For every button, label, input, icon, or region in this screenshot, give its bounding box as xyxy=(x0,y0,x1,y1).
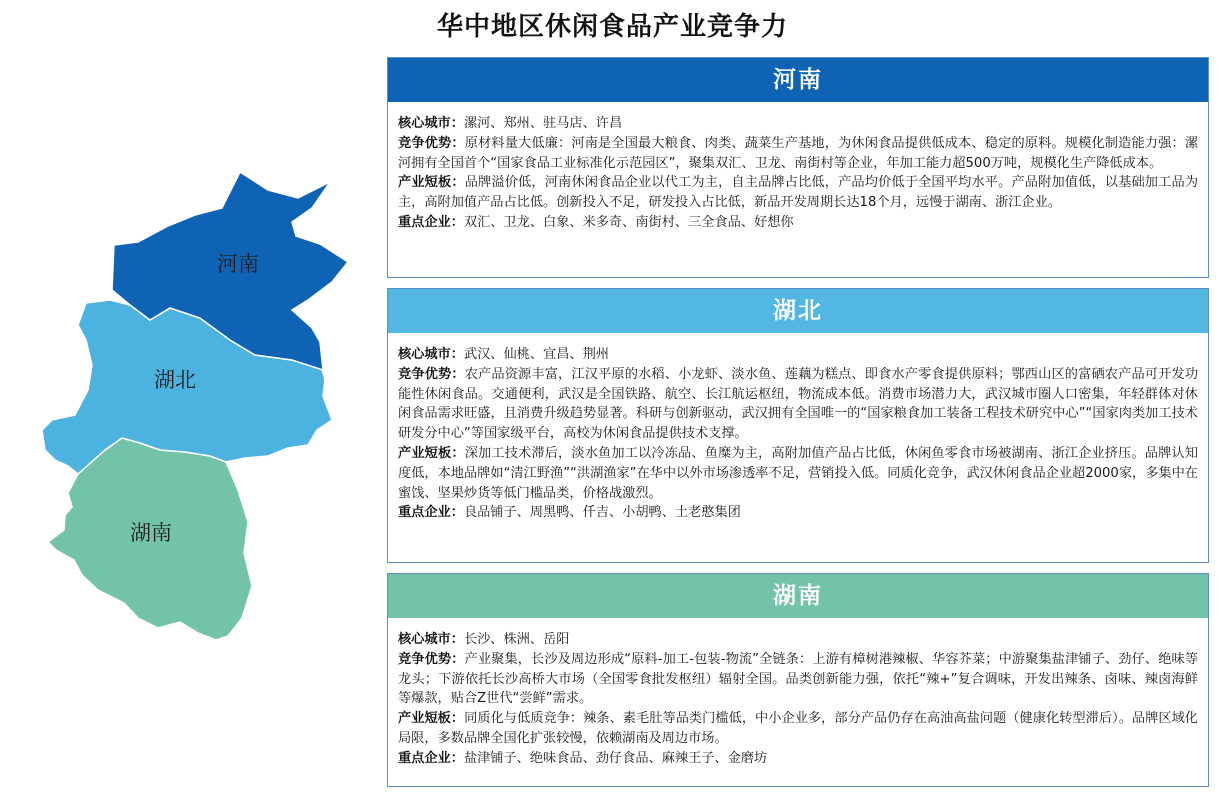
weakness-label: 产业短板： xyxy=(398,175,465,191)
central-china-map xyxy=(30,160,380,660)
key-companies-label: 重点企业： xyxy=(398,505,464,521)
henan-weakness xyxy=(398,173,1198,213)
henan-advantage xyxy=(398,134,1198,174)
advantage-label: 竞争优势： xyxy=(398,366,465,382)
advantage-label: 竞争优势： xyxy=(398,651,465,667)
hunan-key-companies-value: 盐津铺子、绝味食品、劲仔食品、麻辣王子、金磨坊 xyxy=(463,750,768,766)
henan-weakness-value: 品牌溢价低，河南休闲食品企业以代工为主，自主品牌占比低，产品均价低于全国平均水平。产品附加值低，以基础加工品为主，高附加值产品占比低。创新投入不足，研发投入占比低，新品开发周期长达18个月，远慢于湖南、浙江企业。 xyxy=(398,175,1199,211)
hubei-advantage xyxy=(398,365,1198,444)
hubei-core-cities xyxy=(398,345,1198,365)
henan-key-companies xyxy=(398,213,1198,233)
weakness-label: 产业短板： xyxy=(398,445,465,461)
hunan-weakness-value: 同质化与低质竞争：辣条、素毛肚等品类门槛低，中小企业多，部分产品仍存在高油高盐问题（健康化转型滞后）。品牌区域化局限，多数品牌全国化扩张较慢，依赖湖南及周边市场。 xyxy=(398,711,1198,746)
hubei-key-companies-value: 良品铺子、周黑鸭、仟吉、小胡鸭、土老憨集团 xyxy=(463,505,741,521)
key-companies-label: 重点企业： xyxy=(398,750,464,766)
hunan-panel-body xyxy=(388,618,1208,777)
core-cities-label: 核心城市： xyxy=(398,116,464,131)
henan-panel xyxy=(387,57,1209,278)
henan-panel-header: 河南 xyxy=(388,58,1208,102)
key-companies-label: 重点企业： xyxy=(398,214,464,230)
hunan-core-cities xyxy=(398,630,1198,650)
hubei-panel-body xyxy=(388,333,1208,531)
hunan-key-companies xyxy=(398,749,1198,769)
hubei-advantage-value: 农产品资源丰富，江汉平原的水稻、小龙虾、淡水鱼、莲藕为糕点、即食水产零食提供原料；鄂西山区的富硒农产品可开发功能性休闲食品。交通便利，武汉是全国铁路、航空、长江航运枢纽，物流成本低。消费市场潜力大，武汉城市圈人口密集，年轻群体对休闲食品需求旺盛，且消费升级趋势显著。科研与创新驱动，武汉拥有全国唯一的“国家粮食加工装备工程技术研究中心”“国家肉类加工技术研发分中心”等国家级平台，高校为休闲食品提供技术支撑。 xyxy=(398,366,1199,442)
hunan-advantage-value: 产业聚集，长沙及周边形成“原料-加工-包装-物流”全链条：上游有樟树港辣椒、华容芥菜；中游聚集盐津铺子、劲仔、绝味等龙头；下游依托长沙高桥大市场（全国零食批发枢纽）辐射全国。品类创新能力强，依托“辣+”复合调味，开发出辣条、卤味、辣卤海鲜等爆款，贴合Z世代“尝鲜”需求。 xyxy=(398,651,1199,707)
henan-core-cities-value: 漯河、郑州、驻马店、许昌 xyxy=(463,116,623,131)
hubei-core-cities-value: 武汉、仙桃、宜昌、荆州 xyxy=(463,347,609,362)
page-title: 华中地区休闲食品产业竞争力 xyxy=(436,12,788,42)
hunan-panel xyxy=(387,573,1209,787)
advantage-label: 竞争优势： xyxy=(398,135,465,151)
weakness-label: 产业短板： xyxy=(398,711,465,727)
hubei-key-companies xyxy=(398,503,1198,523)
hubei-panel xyxy=(387,288,1209,563)
henan-advantage-value: 原材料量大低廉：河南是全国最大粮食、肉类、蔬菜生产基地，为休闲食品提供低成本、稳定的原料。规模化制造能力强：漯河拥有全国首个“国家食品工业标准化示范园区”，聚集双汇、卫龙、南街村等企业，年加工能力超500万吨，规模化生产降低成本。 xyxy=(398,135,1199,171)
henan-core-cities xyxy=(398,114,1198,134)
map-label-henan: 河南 xyxy=(217,252,259,276)
map-label-hunan: 湖南 xyxy=(130,521,172,545)
core-cities-label: 核心城市： xyxy=(398,632,464,647)
map-label-hubei: 湖北 xyxy=(154,368,196,392)
hubei-weakness xyxy=(398,444,1198,503)
core-cities-label: 核心城市： xyxy=(398,347,464,362)
henan-key-companies-value: 双汇、卫龙、白象、米多奇、南街村、三全食品、好想你 xyxy=(463,214,794,230)
hunan-advantage xyxy=(398,650,1198,709)
hunan-panel-header: 湖南 xyxy=(388,574,1208,618)
henan-panel-body xyxy=(388,102,1208,241)
hunan-weakness xyxy=(398,709,1198,749)
hunan-core-cities-value: 长沙、株洲、岳阳 xyxy=(463,632,570,647)
hubei-weakness-value: 深加工技术滞后，淡水鱼加工以冷冻品、鱼糜为主，高附加值产品占比低，休闲鱼零食市场被湖南、浙江企业挤压。品牌认知度低，本地品牌如“清江野渔”“洪湖渔家”在华中以外市场渗透率不足，营销投入低。同质化竞争，武汉休闲食品企业超2000家，多集中在蜜饯、坚果炒货等低门槛品类，价格战激烈。 xyxy=(398,445,1199,501)
hubei-panel-header: 湖北 xyxy=(388,289,1208,333)
